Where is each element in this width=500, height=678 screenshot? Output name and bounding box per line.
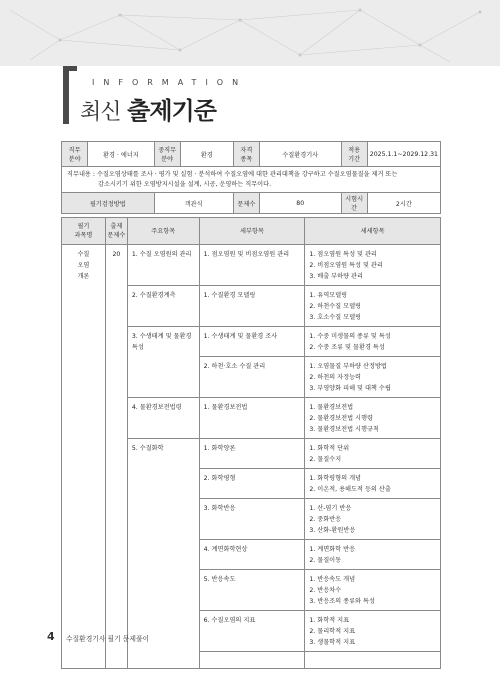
job-desc-line1: 수질오염상태를 조사 · 평가 및 실험 · 분석하여 수질오염에 대한 관리대책을 강구하고 수질오염물질을 제거 또는 [96, 171, 398, 178]
header-detail: 세세항목 [305, 218, 441, 245]
exam-method-label: 필기검정방법 [62, 193, 155, 214]
overview-table [61, 141, 441, 214]
exam-time-label: 시험시간 [341, 193, 367, 214]
job-desc-label: 직무내용 : [67, 171, 95, 178]
detail-item: 1. 점오염원 특성 및 관리 2. 비점오염원 특성 및 관리 3. 배출 부하량 관리 [305, 245, 441, 286]
period-label: 적용 기간 [341, 142, 367, 167]
job-description [62, 167, 441, 193]
corner-bracket-horizontal [63, 66, 77, 71]
detail-item: 1. 계면화학 반응 2. 물질이동 [305, 540, 441, 570]
header-main: 주요항목 [127, 218, 199, 245]
subfield-value: 환경 [180, 142, 233, 167]
header-band [0, 0, 500, 66]
detail-item: 1. 오염물질 부하량 산정방법 2. 하천의 자정능력 3. 부영양화 피해 및 대책 수립 [305, 357, 441, 398]
main-item: 4. 물환경보전법령 [127, 398, 199, 439]
header-subject: 필기 과목명 [62, 218, 106, 245]
detail-item: 1. 유역모델링 2. 하천수질 모델링 3. 호소수질 모델링 [305, 286, 441, 327]
detail-item: 1. 화학적 지표 2. 물리학적 지표 3. 생물학적 지표 [305, 611, 441, 652]
detail-item: 1. 산-염기 반응 2. 중화반응 3. 산화-환원반응 [305, 499, 441, 540]
footer-book-title: 수질환경기사 필기 문제풀이 [66, 635, 150, 643]
table-row [62, 245, 441, 286]
exam-time-value: 2시간 [367, 193, 440, 214]
field-label: 직무 분야 [62, 142, 88, 167]
question-count: 20 [105, 245, 127, 669]
page-number: 4 [47, 630, 55, 643]
sub-item: 1. 화학양론 [199, 439, 305, 469]
detail-item: 1. 물환경보전법 2. 물환경보전법 시행령 3. 물환경보전법 시행규칙 [305, 398, 441, 439]
sub-item: 1. 물환경보전법 [199, 398, 305, 439]
sub-item: 1. 수질환경 모델링 [199, 286, 305, 327]
criteria-table [61, 217, 441, 669]
page-title [80, 91, 216, 126]
header-sub: 세부항목 [199, 218, 305, 245]
header-count: 출제 문제수 [105, 218, 127, 245]
sub-item: 1. 수생태계 및 물환경 조사 [199, 327, 305, 357]
subfield-label: 중직무 분야 [154, 142, 180, 167]
question-count-label: 문제수 [233, 193, 259, 214]
sub-item: 4. 계면화학현상 [199, 540, 305, 570]
detail-item: 1. 수중 미생물의 종류 및 특성 2. 수중 조류 및 물환경 특성 [305, 327, 441, 357]
main-item: 5. 수질화학 [127, 439, 199, 669]
detail-item: 1. 화학평형의 개념 2. 이온적, 용해도적 등의 산출 [305, 469, 441, 499]
detail-item: 1. 화학적 단위 2. 물질수지 [305, 439, 441, 469]
main-item: 3. 수생태계 및 물환경 특성 [127, 327, 199, 398]
cert-value: 수질환경기사 [259, 142, 341, 167]
empty-cell [305, 652, 441, 669]
period-value: 2025.1.1~2029.12.31 [367, 142, 440, 167]
question-count-value: 80 [259, 193, 341, 214]
cert-label: 자격 종목 [233, 142, 259, 167]
title-light: 최신 [80, 100, 121, 125]
exam-method-value: 객관식 [154, 193, 233, 214]
main-item: 1. 수질 오염원의 관리 [127, 245, 199, 286]
detail-item: 1. 반응속도 개념 2. 반응차수 3. 반응조의 종류와 특성 [305, 570, 441, 611]
main-item: 2. 수질환경계측 [127, 286, 199, 327]
sub-item: 6. 수질오염의 지표 [199, 611, 305, 652]
network-pattern-graphic [0, 0, 500, 66]
job-desc-line2: 감소시키기 위한 오염방지시설을 설계, 시공, 운영하는 직무이다. [98, 180, 272, 188]
empty-cell [199, 652, 305, 669]
sub-item: 5. 반응속도 [199, 570, 305, 611]
subject-name: 수질 오염 개론 [62, 245, 106, 669]
sub-item: 2. 하천·호소 수질 관리 [199, 357, 305, 398]
field-value: 환경 · 에너지 [88, 142, 154, 167]
section-label: INFORMATION [92, 78, 248, 87]
sub-item: 1. 점오염원 및 비점오염원 관리 [199, 245, 305, 286]
title-bold: 출제기준 [127, 97, 216, 125]
sub-item: 2. 화학평형 [199, 469, 305, 499]
corner-bracket-vertical [63, 66, 69, 124]
sub-item: 3. 화학반응 [199, 499, 305, 540]
